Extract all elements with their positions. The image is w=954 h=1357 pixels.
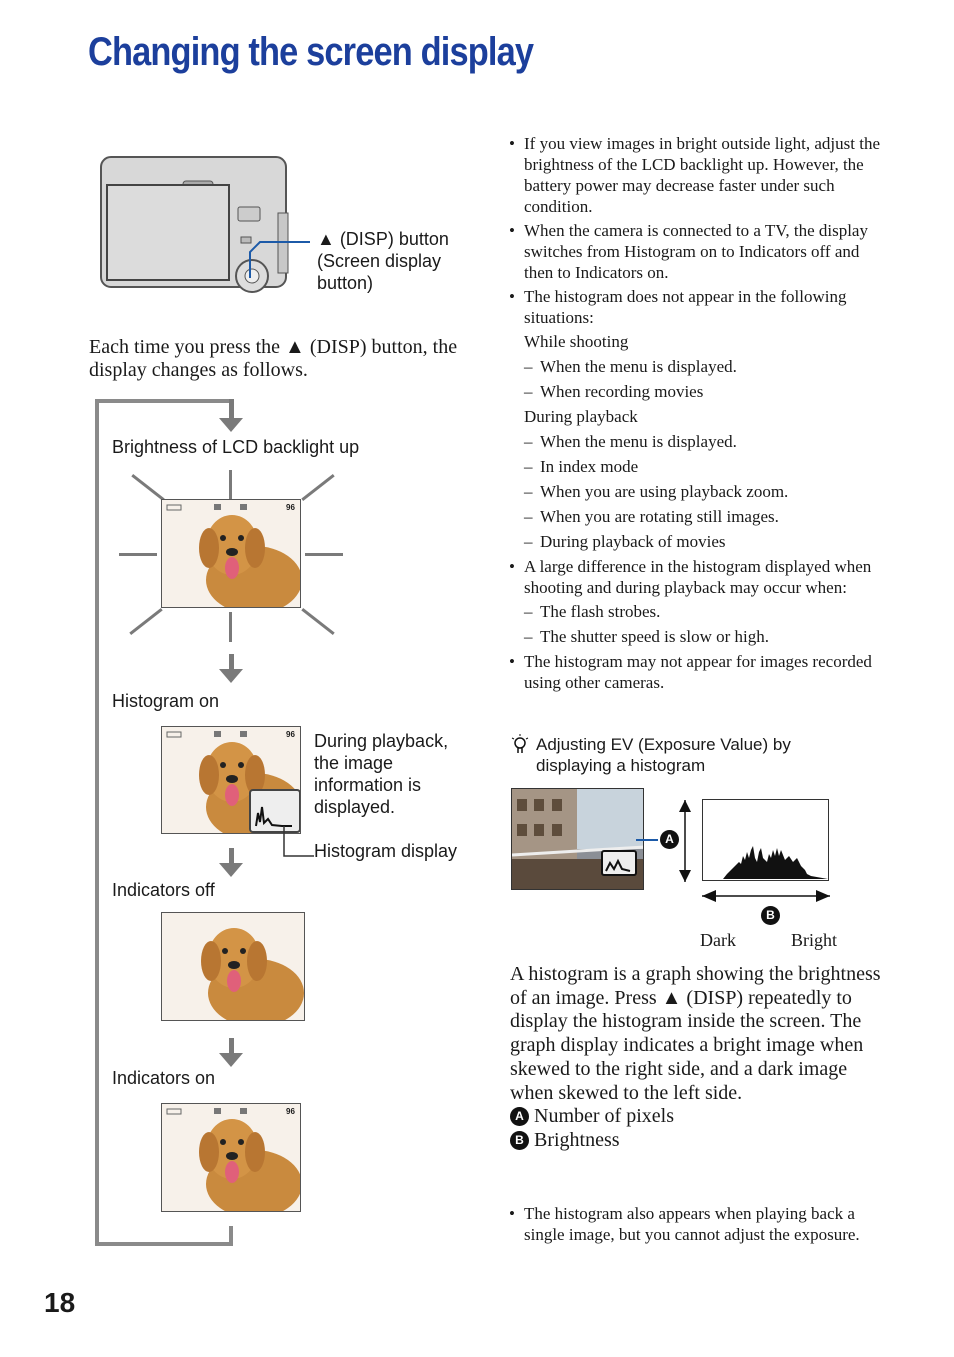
shots-counter: 96 bbox=[286, 503, 295, 512]
bullet-item: • If you view images in bright outside light, adjust the brightness of the LCD backlight up. However, the battery power may decrease faster under such condition. bbox=[509, 133, 889, 217]
histogram-display-label: Histogram display bbox=[314, 841, 458, 861]
flow-arrow-down-icon bbox=[219, 418, 243, 432]
tip-title: Adjusting EV (Exposure Value) by displaying a histogram bbox=[536, 735, 791, 775]
dash-item: – When the menu is displayed. bbox=[509, 356, 889, 377]
flow-top-line bbox=[95, 399, 233, 403]
dash-item: – The flash strobes. bbox=[509, 601, 889, 622]
bullet-item: • When the camera is connected to a TV, the display switches from Histogram on to Indicators off and then to Indicators on. bbox=[509, 220, 889, 283]
step-backlight-label: Brightness of LCD backlight up bbox=[112, 437, 360, 457]
playback-info-note: During playback, the image information is displayed. bbox=[314, 731, 449, 817]
page-title: Changing the screen display bbox=[88, 30, 534, 74]
lightbulb-icon bbox=[511, 734, 531, 756]
flow-left-line bbox=[95, 399, 99, 1246]
flow-arrow-down-icon bbox=[219, 1053, 243, 1067]
marker-a-badge: A bbox=[510, 1107, 529, 1126]
dash-item: – In index mode bbox=[509, 456, 889, 477]
callout-leader bbox=[240, 230, 320, 290]
legend-b bbox=[510, 1129, 890, 1153]
intro-text: Each time you press the ▲ (DISP) button, the display changes as follows. bbox=[89, 336, 458, 381]
flow-arrow-down-icon bbox=[219, 863, 243, 877]
dash-item: – When the menu is displayed. bbox=[509, 431, 889, 452]
marker-a-badge: A bbox=[660, 830, 679, 849]
shots-counter: 96 bbox=[286, 730, 295, 739]
histogram-graph bbox=[702, 799, 829, 881]
bullet-item: • The histogram may not appear for images recorded using other cameras. bbox=[509, 651, 889, 693]
bullet-item: • A large difference in the histogram displayed when shooting and during playback may occur when: bbox=[509, 556, 889, 598]
step-histogram-label: Histogram on bbox=[112, 691, 220, 711]
flow-bottom-stub bbox=[229, 1226, 233, 1246]
marker-a-leader bbox=[636, 824, 660, 854]
dash-item: – During playback of movies bbox=[509, 531, 889, 552]
shots-counter: 96 bbox=[286, 1107, 295, 1116]
dash-item: – When recording movies bbox=[509, 381, 889, 402]
dash-item: – The shutter speed is slow or high. bbox=[509, 626, 889, 647]
screen-indicators-off bbox=[161, 912, 305, 1021]
legend-a-text: Number of pixels bbox=[534, 1105, 674, 1128]
sub-heading: During playback bbox=[524, 407, 638, 426]
flow-arrow-stem bbox=[229, 654, 234, 670]
sub-heading: While shooting bbox=[524, 332, 629, 351]
step-indicators-off-label: Indicators off bbox=[112, 880, 215, 900]
bullet-item: • The histogram does not appear in the following situations: bbox=[509, 286, 889, 328]
dash-item: – When you are rotating still images. bbox=[509, 506, 889, 527]
brightness-axis-arrow bbox=[700, 886, 832, 906]
disp-button-callout: ▲ (DISP) button (Screen display button) bbox=[317, 229, 449, 293]
dog-image bbox=[162, 913, 305, 1021]
histogram-paragraph: A histogram is a graph showing the brightness of an image. Press ▲ (DISP) repeatedly to display the histogram inside the screen. The graph display indicates a bright image when skewed to the right side, and a dark image when skewed to the left side. bbox=[510, 963, 881, 1104]
legend-b-text: Brightness bbox=[534, 1128, 620, 1151]
dark-label: Dark bbox=[700, 930, 736, 950]
flow-bottom-line bbox=[95, 1242, 233, 1246]
marker-b-badge: B bbox=[510, 1131, 529, 1150]
flow-arrow-stem bbox=[229, 1038, 234, 1054]
histogram-explanation bbox=[510, 963, 890, 1153]
notes-list bbox=[509, 133, 889, 696]
dog-image bbox=[162, 1104, 301, 1212]
dog-image bbox=[162, 727, 301, 834]
flow-arrow-stem bbox=[229, 399, 234, 419]
note-item: • The histogram also appears when playing back a single image, but you cannot adjust the exposure. bbox=[509, 1203, 889, 1245]
flow-arrow-down-icon bbox=[219, 669, 243, 683]
page-number: 18 bbox=[44, 1287, 76, 1318]
screen-indicators-on bbox=[161, 1103, 301, 1212]
final-note bbox=[509, 1203, 889, 1245]
step-indicators-on-label: Indicators on bbox=[112, 1068, 216, 1088]
flow-arrow-stem bbox=[229, 848, 234, 864]
screen-backlight-up bbox=[161, 499, 301, 608]
balcony-photo bbox=[511, 788, 644, 890]
marker-b-badge: B bbox=[761, 906, 780, 925]
screen-histogram-on bbox=[161, 726, 301, 834]
dog-image bbox=[162, 500, 301, 608]
bright-label: Bright bbox=[791, 930, 838, 950]
pixels-axis-arrow bbox=[674, 798, 696, 884]
legend-a bbox=[510, 1105, 890, 1129]
dash-item: – When you are using playback zoom. bbox=[509, 481, 889, 502]
